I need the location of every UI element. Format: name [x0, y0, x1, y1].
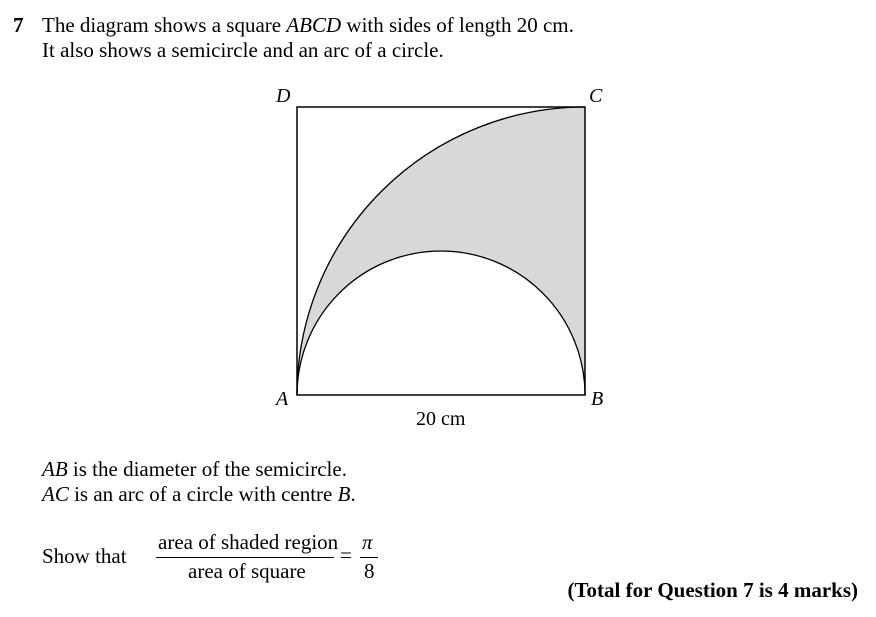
line1-pre: The diagram shows a square [42, 13, 287, 37]
s1-rest: is the diameter of the semicircle. [67, 457, 347, 481]
s2-end-italic: B [337, 482, 351, 506]
label-d: D [276, 85, 291, 107]
fraction-bar [156, 557, 334, 558]
total-marks: (Total for Question 7 is 4 marks) [567, 578, 858, 602]
rhs-numerator: π [362, 530, 373, 554]
statement-1 [42, 457, 347, 482]
label-c: C [589, 85, 603, 107]
s2-mid: is an arc of a circle with centre [68, 482, 338, 506]
fraction-denominator: area of square [188, 559, 306, 583]
fraction-numerator: area of shaded region [158, 530, 339, 554]
label-a: A [276, 388, 289, 410]
line1-post: with sides of length 20 cm. [341, 13, 574, 37]
label-b: B [591, 388, 604, 410]
side-length-label: 20 cm [416, 408, 466, 430]
show-that-label: Show that [42, 544, 127, 568]
s1-italic: AB [42, 457, 68, 481]
question-text-line2: It also shows a semicircle and an arc of a circle. [42, 38, 444, 62]
equals-sign: = [340, 543, 352, 567]
square-name: ABCD [286, 13, 342, 37]
s2-period: . [350, 482, 356, 506]
statement-2 [42, 482, 356, 507]
question-number: 7 [13, 13, 24, 37]
rhs-denominator: 8 [364, 559, 375, 583]
rhs-fraction-bar [360, 557, 378, 558]
s2-italic: AC [42, 482, 69, 506]
